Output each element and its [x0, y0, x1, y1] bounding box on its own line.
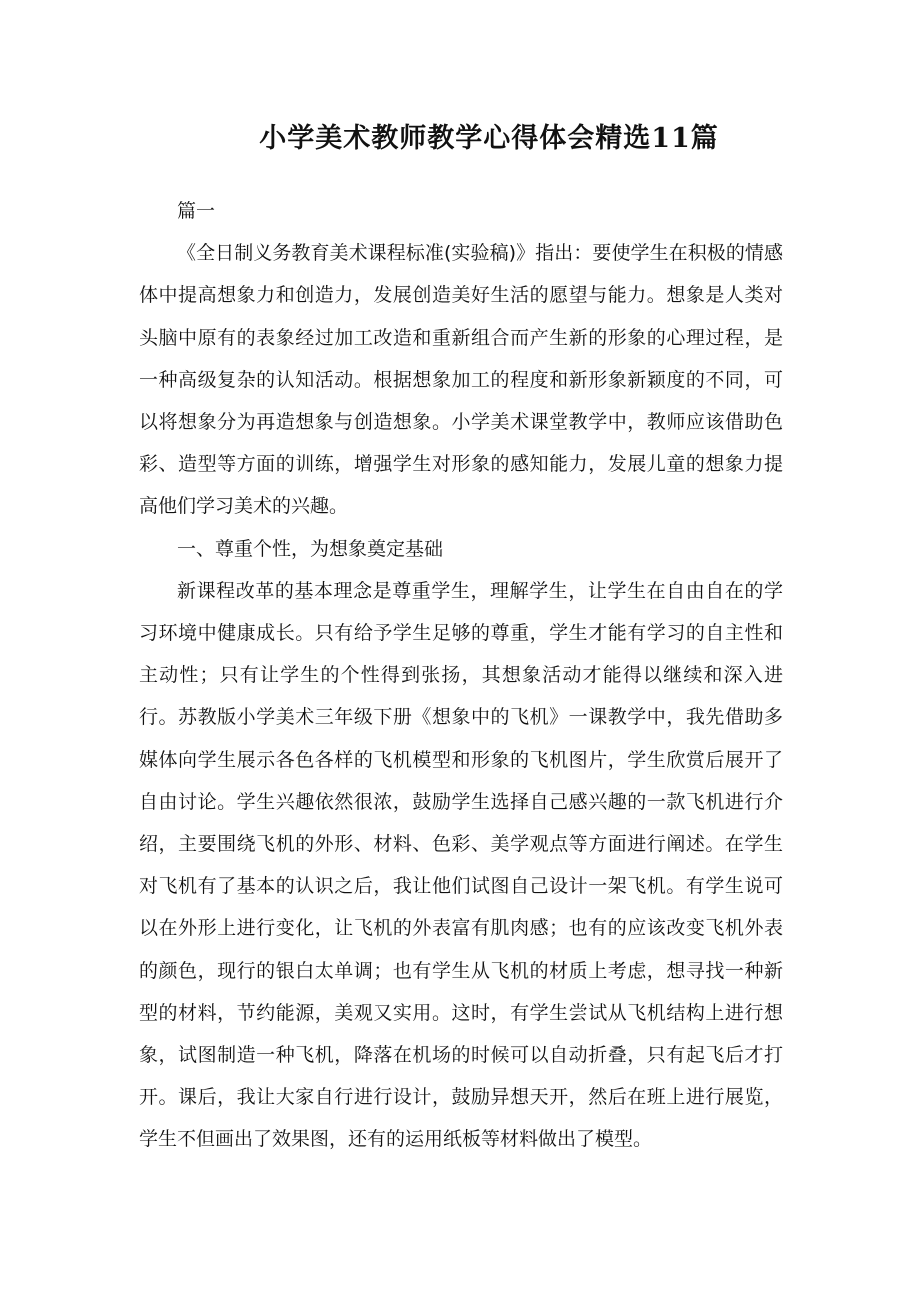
- paragraph-curriculum-reform: 新课程改革的基本理念是尊重学生，理解学生，让学生在自由自在的学习环境中健康成长。只有给予学生足够的尊重，学生才能有学习的自主性和主动性；只有让学生的个性得到张扬，其想象活动才能得以继续和深入进行。苏教版小学美术三年级下册《想象中的飞机》一课教学中，我先借助多媒体向学生展示各色各样的飞机模型和形象的飞机图片，学生欣赏后展开了自由讨论。学生兴趣依然很浓，鼓励学生选择自己感兴趣的一款飞机进行介绍，主要围绕飞机的外形、材料、色彩、美学观点等方面进行阐述。在学生对飞机有了基本的认识之后，我让他们试图自己设计一架飞机。有学生说可以在外形上进行变化，让飞机的外表富有肌肉感；也有的应该改变飞机外表的颜色，现行的银白太单调；也有学生从飞机的材质上考虑，想寻找一种新型的材料，节约能源，美观又实用。这时，有学生尝试从飞机结构上进行想象，试图制造一种飞机，降落在机场的时候可以自动折叠，只有起飞后才打开。课后，我让大家自行进行设计，鼓励异想天开，然后在班上进行展览，学生不但画出了效果图，还有的运用纸板等材料做出了模型。: [139, 579, 783, 1151]
- document-body: [139, 190, 783, 1161]
- paragraph-intro: 《全日制义务教育美术课程标准(实验稿)》指出：要使学生在积极的情感体中提高想象力和创造力，发展创造美好生活的愿望与能力。想象是人类对头脑中原有的表象经过加工改造和重新组合而产生新的形象的心理过程，是一种高级复杂的认知活动。根据想象加工的程度和新形象新颖度的不同，可以将想象分为再造想象与创造想象。小学美术课堂教学中，教师应该借助色彩、造型等方面的训练，增强学生对形象的感知能力，发展儿童的想象力提高他们学习美术的兴趣。: [139, 242, 783, 518]
- section-heading-respect-individuality: 一、尊重个性，为想象奠定基础: [177, 537, 444, 560]
- section-heading-part-one: 篇一: [177, 200, 216, 222]
- document-title: 小学美术教师教学心得体会精选11篇: [259, 123, 719, 154]
